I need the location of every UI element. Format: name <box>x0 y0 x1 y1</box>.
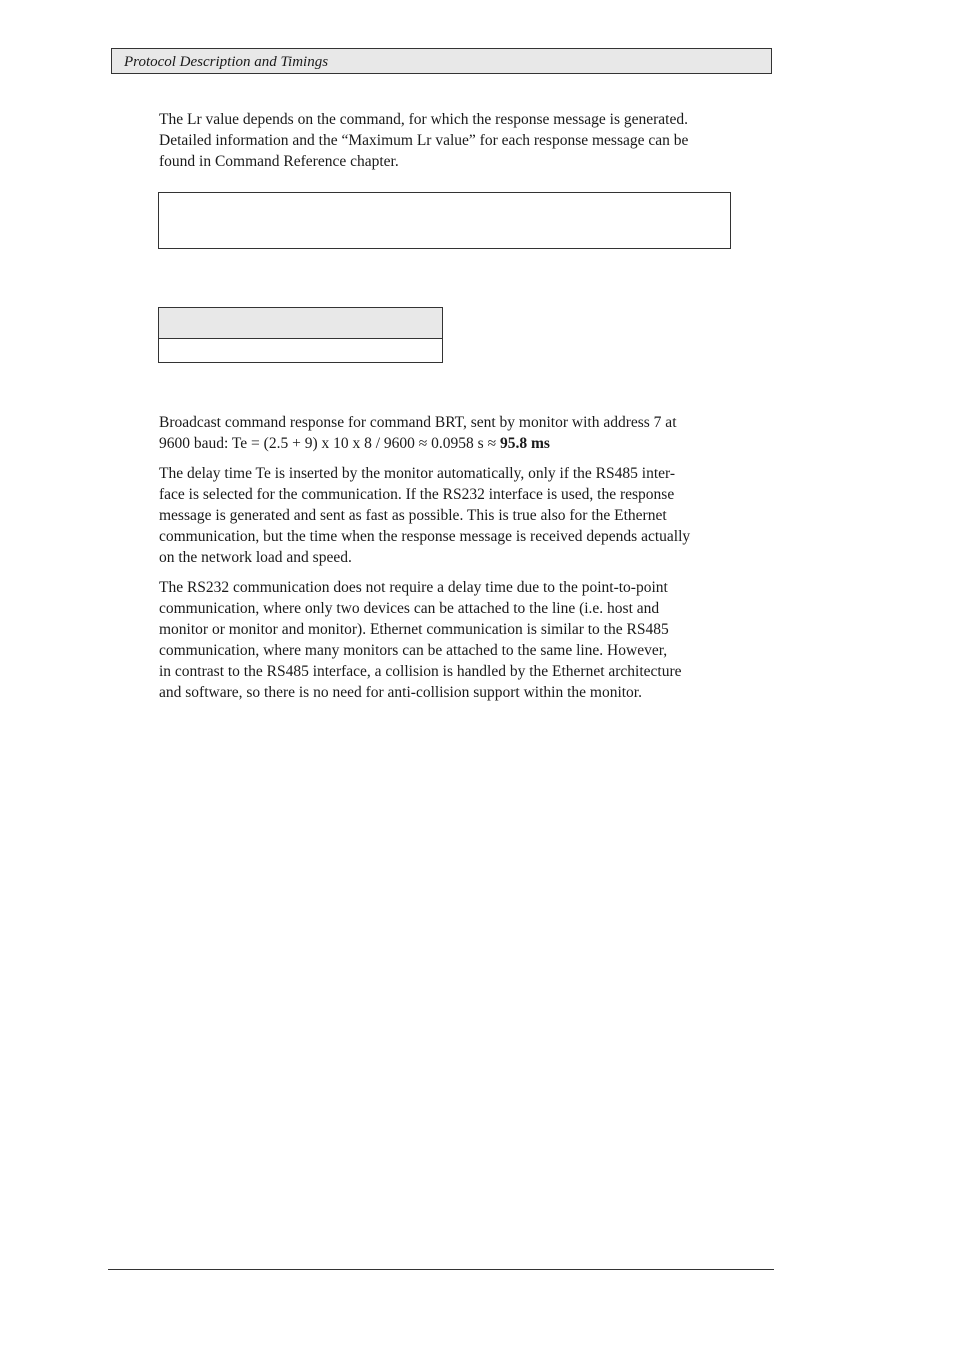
text-line: communication, where only two devices can be attached to the line (i.e. host and <box>159 600 660 617</box>
text-line: monitor or monitor and monitor). Ethernet communication is similar to the RS485 <box>159 621 669 638</box>
text-line: on the network load and speed. <box>159 549 352 566</box>
text-line: found in Command Reference chapter. <box>159 153 399 170</box>
text-line: The Lr value depends on the command, for which the response message is generated. <box>159 111 688 128</box>
text-line: communication, where many monitors can be attached to the same line. However, <box>159 642 668 659</box>
text-line: The RS232 communication does not require a delay time due to the point-to-point <box>159 579 668 596</box>
example-table <box>158 307 443 363</box>
text-line: face is selected for the communication. If the RS232 interface is used, the response <box>159 486 675 503</box>
text-line: Broadcast command response for command BRT, sent by monitor with address 7 at <box>159 414 677 431</box>
header-title: Protocol Description and Timings <box>124 54 329 70</box>
text-line: Detailed information and the “Maximum Lr value” for each response message can be <box>159 132 689 149</box>
table-row <box>159 339 442 362</box>
text-line: message is generated and sent as fast as possible. This is true also for the Ethernet <box>159 507 667 524</box>
text-line: communication, but the time when the response message is received depends actually <box>159 528 691 545</box>
broadcast-example-paragraph <box>159 412 734 454</box>
formula-box <box>158 192 731 249</box>
text-line <box>159 433 734 454</box>
result-value: 95.8 ms <box>499 435 550 452</box>
delay-time-paragraph <box>159 463 734 568</box>
formula-text: 9600 baud: Te = (2.5 + 9) x 10 x 8 / 9600 ≈ 0.0958 s ≈ <box>159 435 500 452</box>
table-header-row <box>159 308 442 339</box>
lr-value-paragraph <box>159 109 734 172</box>
rs232-paragraph <box>159 577 734 703</box>
text-line: in contrast to the RS485 interface, a collision is handled by the Ethernet architecture <box>159 663 682 680</box>
text-line: The delay time Te is inserted by the monitor automatically, only if the RS485 inter- <box>159 465 676 482</box>
text-line: and software, so there is no need for anti-collision support within the monitor. <box>159 684 642 701</box>
footer-divider <box>108 1269 774 1270</box>
page-header <box>111 48 772 74</box>
